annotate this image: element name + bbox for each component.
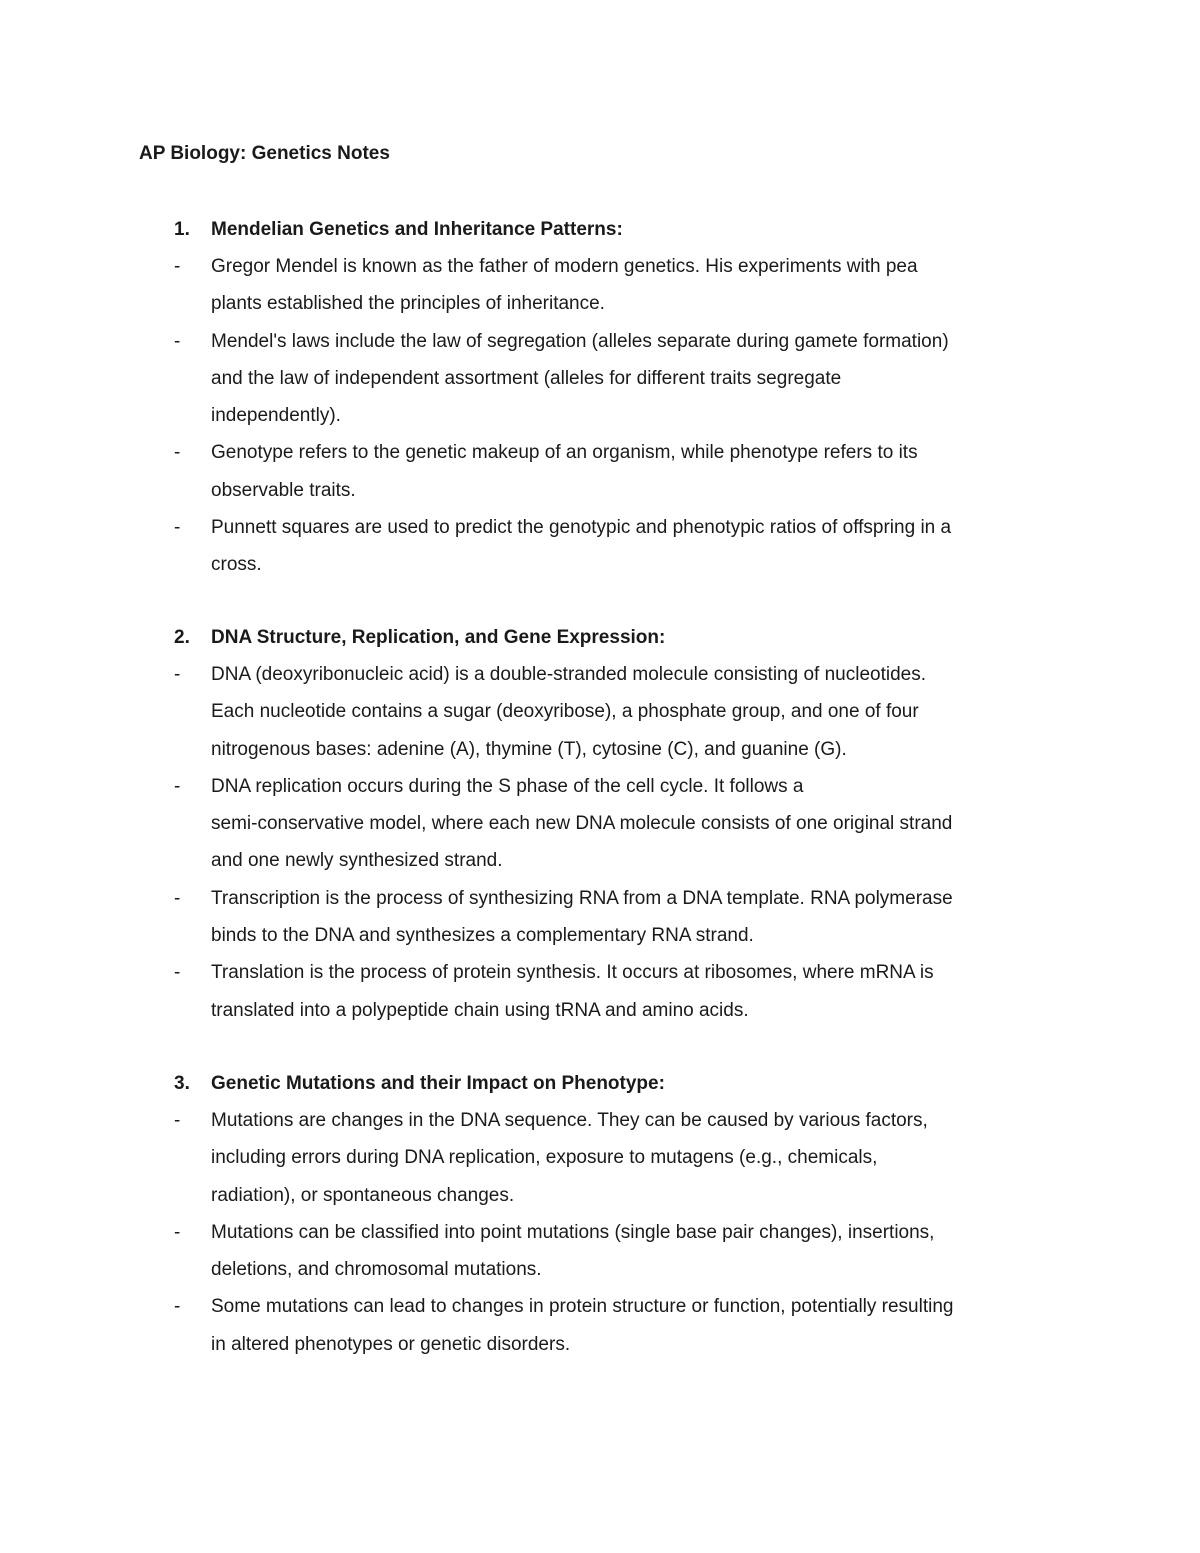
text-line: Mutations can be classified into point mutations (single base pair changes), insertions,	[211, 1221, 935, 1243]
text-line: DNA replication occurs during the S phase of the cell cycle. It follows a	[211, 775, 804, 797]
bullet-item	[174, 323, 1074, 435]
bullet-text	[211, 509, 1074, 584]
bullet-text	[211, 880, 1074, 955]
bullet-text	[211, 1288, 1074, 1363]
section-heading-text: Mendelian Genetics and Inheritance Patterns:	[211, 219, 623, 240]
section-dna-structure	[174, 619, 1074, 1029]
bullet-dash: -	[174, 1296, 181, 1318]
text-line: Genotype refers to the genetic makeup of an organism, while phenotype refers to its	[211, 442, 918, 464]
section-genetic-mutations	[174, 1065, 1074, 1363]
bullet-dash: -	[174, 775, 181, 797]
text-line: semi-conservative model, where each new DNA molecule consists of one original strand	[211, 813, 953, 835]
bullet-text	[211, 248, 1074, 323]
bullet-item	[174, 768, 1074, 880]
bullet-dash: -	[174, 256, 181, 277]
bullet-dash: -	[174, 1221, 181, 1243]
bullet-item	[174, 1102, 1074, 1214]
bullet-dash: -	[174, 887, 181, 909]
section-number: 1.	[174, 219, 190, 240]
bullet-dash: -	[174, 442, 181, 464]
bullet-text	[211, 1102, 1074, 1214]
document-title: AP Biology: Genetics Notes	[139, 143, 390, 164]
bullet-text	[211, 656, 1074, 768]
text-line: cross.	[211, 554, 262, 576]
text-line: radiation), or spontaneous changes.	[211, 1184, 515, 1206]
text-line: Gregor Mendel is known as the father of modern genetics. His experiments with pea	[211, 256, 918, 277]
bullet-dash: -	[174, 517, 181, 539]
section-heading-text: DNA Structure, Replication, and Gene Expression:	[211, 627, 666, 648]
bullet-item	[174, 1288, 1074, 1363]
bullet-text	[211, 323, 1074, 435]
text-line: Punnett squares are used to predict the genotypic and phenotypic ratios of offspring in a	[211, 517, 952, 539]
bullet-dash: -	[174, 664, 181, 685]
text-line: independently).	[211, 405, 341, 427]
section-heading-text: Genetic Mutations and their Impact on Phenotype:	[211, 1073, 665, 1094]
bullet-item	[174, 954, 1074, 1029]
section-mendelian-genetics	[174, 211, 1074, 584]
text-line: binds to the DNA and synthesizes a complementary RNA strand.	[211, 925, 754, 947]
text-line: Each nucleotide contains a sugar (deoxyribose), a phosphate group, and one of four	[211, 701, 919, 723]
text-line: in altered phenotypes or genetic disorders.	[211, 1333, 571, 1355]
text-line: Mutations are changes in the DNA sequence. They can be caused by various factors,	[211, 1110, 928, 1131]
bullet-item	[174, 880, 1074, 955]
text-line: translated into a polypeptide chain using tRNA and amino acids.	[211, 999, 749, 1021]
bullet-text	[211, 954, 1074, 1029]
section-number: 2.	[174, 627, 190, 648]
text-line: including errors during DNA replication, exposure to mutagens (e.g., chemicals,	[211, 1147, 878, 1169]
text-line: nitrogenous bases: adenine (A), thymine (T), cytosine (C), and guanine (G).	[211, 738, 847, 760]
text-line: Translation is the process of protein synthesis. It occurs at ribosomes, where mRNA is	[211, 962, 934, 984]
text-line: and the law of independent assortment (alleles for different traits segregate	[211, 367, 842, 389]
section-heading	[174, 619, 1074, 656]
text-line: observable traits.	[211, 479, 356, 501]
bullet-item	[174, 434, 1074, 509]
section-heading	[174, 1065, 1074, 1102]
bullet-item	[174, 509, 1074, 584]
text-line: Mendel's laws include the law of segregation (alleles separate during gamete formation)	[211, 330, 949, 352]
text-line: plants established the principles of inheritance.	[211, 293, 605, 315]
text-line: DNA (deoxyribonucleic acid) is a double-stranded molecule consisting of nucleotides.	[211, 664, 926, 685]
bullet-text	[211, 1214, 1074, 1289]
text-line: Some mutations can lead to changes in protein structure or function, potentially resulting	[211, 1296, 954, 1318]
bullet-dash: -	[174, 962, 181, 984]
text-line: Transcription is the process of synthesizing RNA from a DNA template. RNA polymerase	[211, 887, 953, 909]
section-number: 3.	[174, 1073, 190, 1094]
text-line: and one newly synthesized strand.	[211, 850, 503, 872]
bullet-item	[174, 656, 1074, 768]
bullet-dash: -	[174, 330, 181, 352]
bullet-item	[174, 248, 1074, 323]
text-line: deletions, and chromosomal mutations.	[211, 1259, 542, 1281]
bullet-item	[174, 1214, 1074, 1289]
bullet-text	[211, 434, 1074, 509]
section-heading	[174, 211, 1074, 248]
bullet-text	[211, 768, 1074, 880]
bullet-dash: -	[174, 1110, 181, 1131]
